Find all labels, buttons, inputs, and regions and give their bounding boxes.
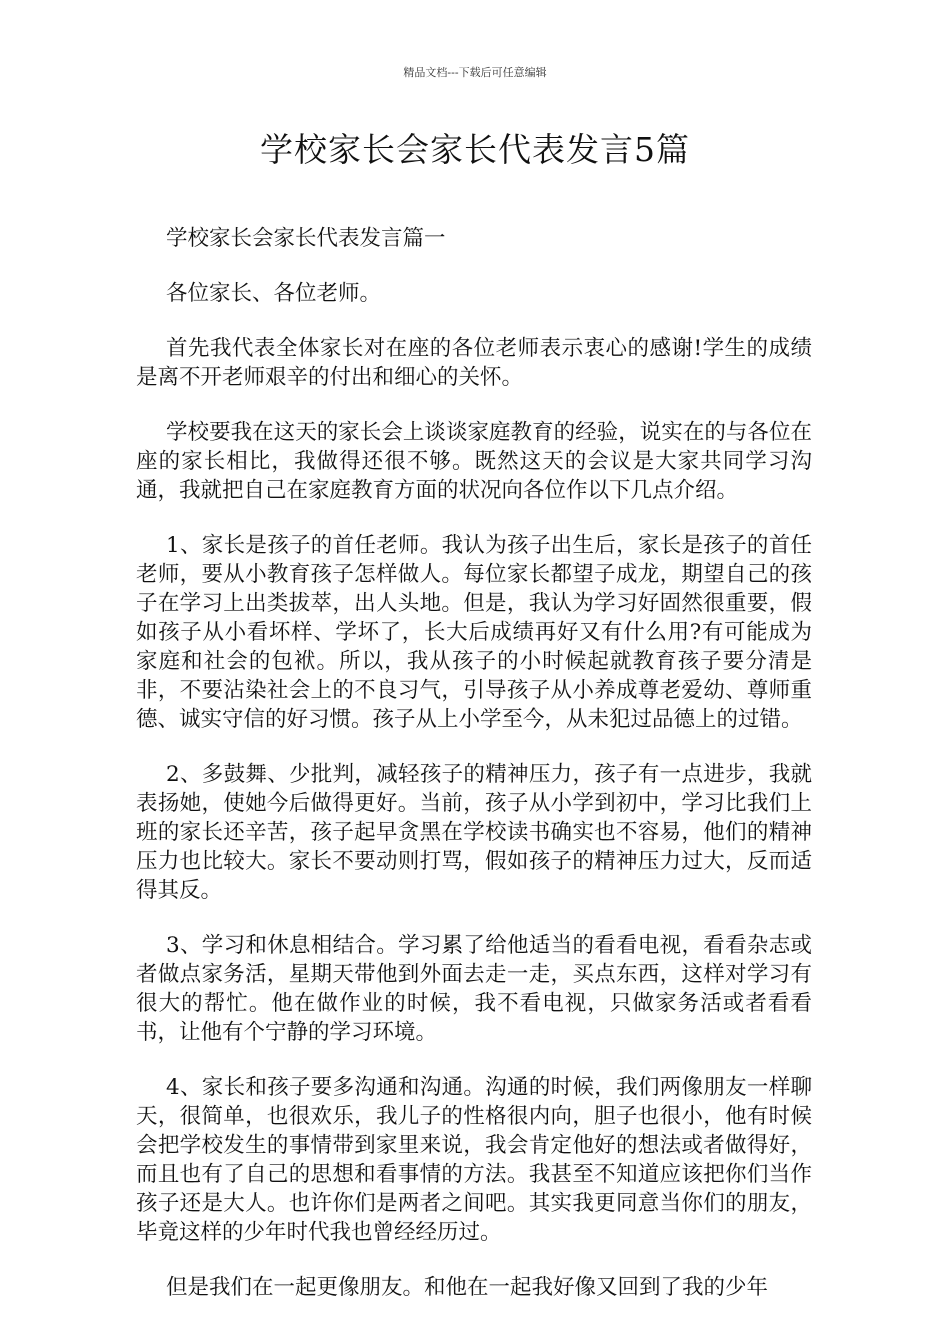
document-body — [136, 224, 812, 1328]
paragraph: 4、家长和孩子要多沟通和沟通。沟通的时候，我们两像朋友一样聊天，很简单，也很欢乐，我儿子的性格很内向，胆子也很小，他有时候会把学校发生的事情带到家里来说，我会肯定他好的想法或者做得好，而且也有了自己的思想和看事情的方法。我甚至不知道应该把你们当作孩子还是大人。也许你们是两者之间吧。其实我更同意当你们的朋友，毕竟这样的少年时代我也曾经经历过。 — [136, 1075, 812, 1245]
document-title: 学校家长会家长代表发言5篇 — [260, 130, 690, 169]
paragraph: 2、多鼓舞、少批判，减轻孩子的精神压力，孩子有一点进步，我就表扬她，使她今后做得更好。当前，孩子从小学到初中，学习比我们上班的家长还辛苦，孩子起早贪黑在学校读书确实也不容易，他们的精神压力也比较大。家长不要动则打骂，假如孩子的精神压力过大，反而适得其反。 — [136, 762, 812, 903]
header-note: 精品文档---下载后可任意编辑 — [403, 66, 547, 79]
paragraph: 1、家长是孩子的首任老师。我认为孩子出生后，家长是孩子的首任老师，要从小教育孩子怎样做人。每位家长都望子成龙，期望自己的孩子在学习上出类拔萃，出人头地。但是，我认为学习好固然很重要，假如孩子从小看坏样、学坏了，长大后成绩再好又有什么用?有可能成为家庭和社会的包袱。所以，我从孩子的小时候起就教育孩子要分清是非，不要沾染社会上的不良习气，引导孩子从小养成尊老爱幼、尊师重德、诚实守信的好习惯。孩子从上小学至今，从未犯过品德上的过错。 — [136, 533, 812, 732]
salutation: 各位家长、各位老师。 — [166, 281, 382, 306]
paragraph: 但是我们在一起更像朋友。和他在一起我好像又回到了我的少年 — [166, 1275, 769, 1300]
paragraph: 学校要我在这天的家长会上谈谈家庭教育的经验，说实在的与各位在座的家长相比，我做得还很不够。既然这天的会议是大家共同学习沟通，我就把自己在家庭教育方面的状况向各位作以下几点介绍。 — [136, 420, 812, 503]
paragraph: 3、学习和休息相结合。学习累了给他适当的看看电视，看看杂志或者做点家务活，星期天带他到外面去走一走，买点东西，这样对学习有很大的帮忙。他在做作业的时候，我不看电视，只做家务活或者看看书，让他有个宁静的学习环境。 — [136, 933, 812, 1045]
paragraph: 首先我代表全体家长对在座的各位老师表示衷心的感谢!学生的成绩是离不开老师艰辛的付出和细心的关怀。 — [136, 336, 812, 390]
section-heading: 学校家长会家长代表发言篇一 — [166, 226, 446, 251]
